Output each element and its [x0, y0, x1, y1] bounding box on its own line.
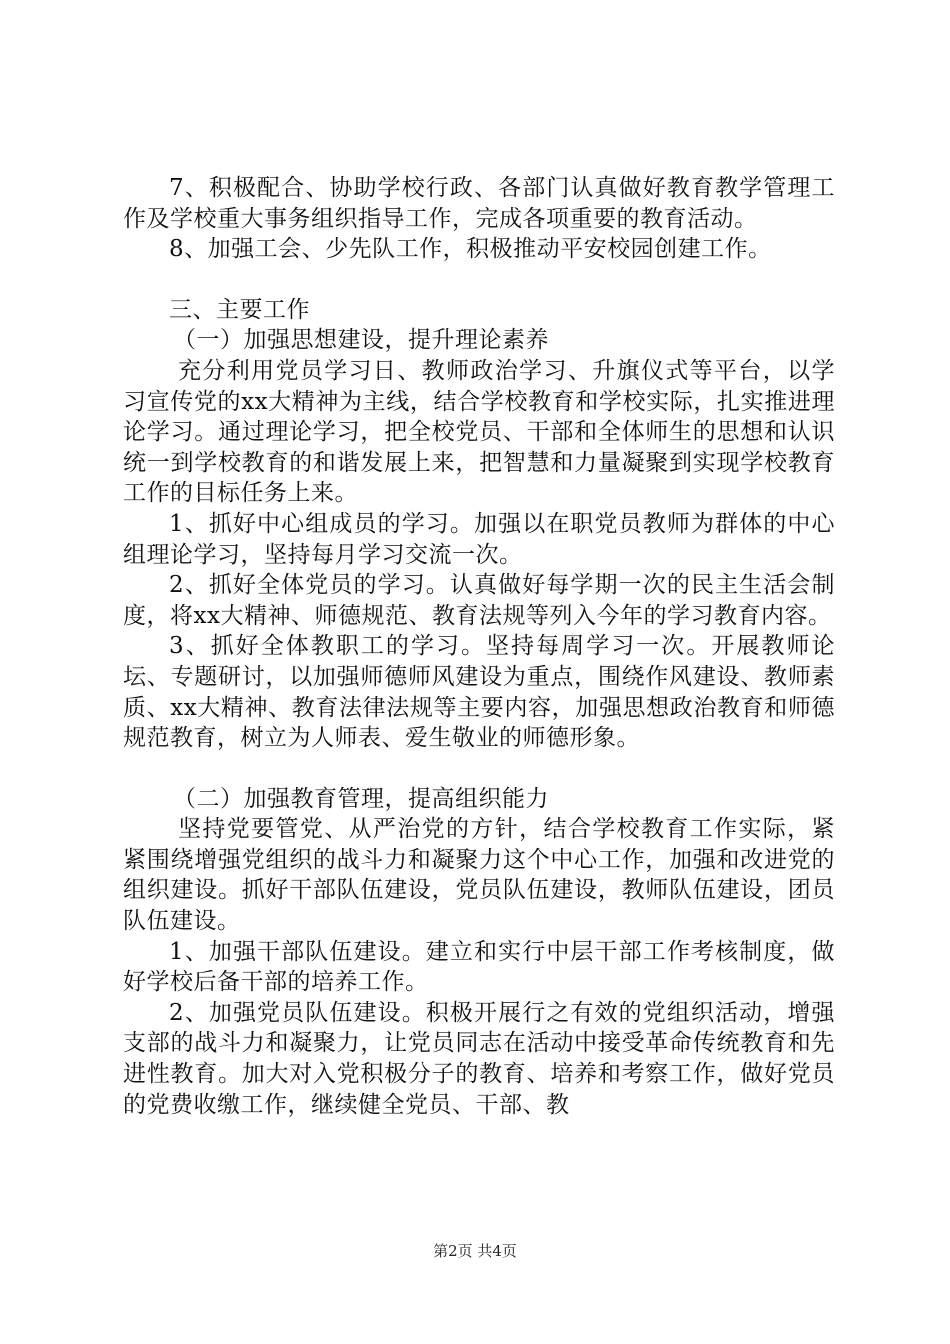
subsection-heading-2: （二）加强教育管理，提高组织能力 [173, 785, 549, 812]
subsection-2-item-1: 1、加强干部队伍建设。建立和实行中层干部工作考核制度，做好学校后备干部的培养工作。 [123, 938, 835, 996]
subsection-1-item-1: 1、抓好中心组成员的学习。加强以在职党员教师为群体的中心组理论学习，坚持每月学习交流一次。 [123, 510, 835, 568]
paragraph-item-8: 8、加强工会、少先队工作，积极推动平安校园创建工作。 [169, 236, 772, 263]
subsection-2-item-2: 2、加强党员队伍建设。积极开展行之有效的党组织活动，增强支部的战斗力和凝聚力，让党员同志在活动中接受革命传统教育和先进性教育。加大对入党积极分子的教育、培养和考察工作，做好党员的党费收缴工作，继续健全党员、干部、教 [123, 999, 835, 1118]
subsection-1-intro: 充分利用党员学习日、教师政治学习、升旗仪式等平台，以学习宣传党的xx大精神为主线，结合学校教育和学校实际，扎实推进理论学习。通过理论学习，把全校党员、干部和全体师生的思想和认识统一到学校教育的和谐发展上来，把智慧和力量凝聚到实现学校教育工作的目标任务上来。 [123, 357, 835, 507]
section-heading-main-work: 三、主要工作 [169, 296, 310, 323]
subsection-1-item-3: 3、抓好全体教职工的学习。坚持每周学习一次。开展教师论坛、专题研讨，以加强师德师风建设为重点，围绕作风建设、教师素质、xx大精神、教育法律法规等主要内容，加强思想政治教育和师德规范教育，树立为人师表、爱生敬业的师德形象。 [123, 633, 835, 752]
subsection-1-item-2: 2、抓好全体党员的学习。认真做好每学期一次的民主生活会制度，将xx大精神、师德规范、教育法规等列入今年的学习教育内容。 [123, 572, 835, 629]
subsection-2-intro: 坚持党要管党、从严治党的方针，结合学校教育工作实际，紧紧围绕增强党组织的战斗力和凝聚力这个中心工作，加强和改进党的组织建设。抓好干部队伍建设，党员队伍建设，教师队伍建设，团员队伍建设。 [123, 816, 835, 935]
spacer [123, 265, 835, 295]
paragraph-item-7: 7、积极配合、协助学校行政、各部门认真做好教育教学管理工作及学校重大事务组织指导工作，完成各项重要的教育活动。 [123, 175, 835, 232]
subsection-heading-1: （一）加强思想建设，提升理论素养 [173, 327, 549, 354]
page-number-footer: 第2页 共4页 [433, 1242, 517, 1260]
document-body [123, 173, 835, 1120]
spacer [123, 754, 835, 784]
